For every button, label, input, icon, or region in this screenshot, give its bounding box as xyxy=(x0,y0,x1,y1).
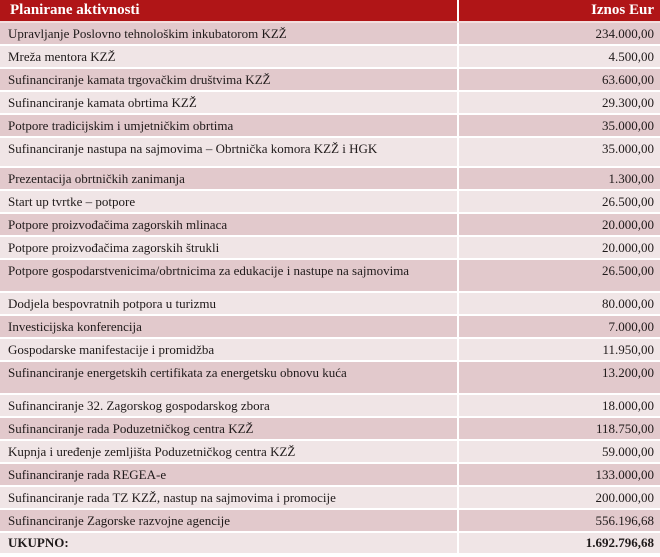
table-row xyxy=(0,394,660,417)
amount-cell: 7.000,00 xyxy=(458,315,660,338)
table-row xyxy=(0,213,660,236)
amount-cell: 80.000,00 xyxy=(458,292,660,315)
amount-cell: 13.200,00 xyxy=(458,361,660,394)
amount-cell: 133.000,00 xyxy=(458,463,660,486)
amount-cell: 18.000,00 xyxy=(458,394,660,417)
activity-cell: Sufinanciranje rada Poduzetničkog centra KZŽ xyxy=(0,417,458,440)
activity-cell: Start up tvrtke – potpore xyxy=(0,190,458,213)
activity-cell: Potpore proizvođačima zagorskih mlinaca xyxy=(0,213,458,236)
table-row xyxy=(0,137,660,167)
table-row xyxy=(0,463,660,486)
activity-cell: Dodjela bespovratnih potpora u turizmu xyxy=(0,292,458,315)
amount-cell: 118.750,00 xyxy=(458,417,660,440)
amount-cell: 234.000,00 xyxy=(458,22,660,45)
activity-cell: Sufinanciranje energetskih certifikata za energetsku obnovu kuća xyxy=(0,361,458,394)
activity-cell: Potpore proizvođačima zagorskih štrukli xyxy=(0,236,458,259)
header-row xyxy=(0,0,660,22)
activity-cell: Mreža mentora KZŽ xyxy=(0,45,458,68)
table-row xyxy=(0,91,660,114)
table-row xyxy=(0,259,660,292)
table-row xyxy=(0,440,660,463)
amount-cell: 200.000,00 xyxy=(458,486,660,509)
activity-cell: Potpore gospodarstvenicima/obrtnicima za edukacije i nastupe na sajmovima xyxy=(0,259,458,292)
activity-cell: Sufinanciranje rada REGEA-e xyxy=(0,463,458,486)
table-row xyxy=(0,509,660,532)
activity-cell: Gospodarske manifestacije i promidžba xyxy=(0,338,458,361)
activity-cell: Sufinanciranje nastupa na sajmovima – Obrtnička komora KZŽ i HGK xyxy=(0,137,458,167)
amount-cell: 4.500,00 xyxy=(458,45,660,68)
table-row xyxy=(0,338,660,361)
header-amount: Iznos Eur xyxy=(458,0,660,22)
activity-cell: Kupnja i uređenje zemljišta Poduzetničkog centra KZŽ xyxy=(0,440,458,463)
table-row xyxy=(0,361,660,394)
amount-cell: 29.300,00 xyxy=(458,91,660,114)
activity-cell: Upravljanje Poslovno tehnološkim inkubatorom KZŽ xyxy=(0,22,458,45)
table-row xyxy=(0,22,660,45)
activity-cell: Sufinanciranje kamata trgovačkim društvima KZŽ xyxy=(0,68,458,91)
amount-cell: 63.600,00 xyxy=(458,68,660,91)
activity-cell: Sufinanciranje Zagorske razvojne agencije xyxy=(0,509,458,532)
header-activity: Planirane aktivnosti xyxy=(0,0,458,22)
amount-cell: 35.000,00 xyxy=(458,114,660,137)
activity-cell: Sufinanciranje kamata obrtima KZŽ xyxy=(0,91,458,114)
amount-cell: 35.000,00 xyxy=(458,137,660,167)
amount-cell: 26.500,00 xyxy=(458,190,660,213)
table-row xyxy=(0,114,660,137)
amount-cell: 556.196,68 xyxy=(458,509,660,532)
amount-cell: 59.000,00 xyxy=(458,440,660,463)
amount-cell: 20.000,00 xyxy=(458,236,660,259)
activity-cell: Investicijska konferencija xyxy=(0,315,458,338)
amount-cell: 20.000,00 xyxy=(458,213,660,236)
table-row xyxy=(0,236,660,259)
activity-cell: Potpore tradicijskim i umjetničkim obrtima xyxy=(0,114,458,137)
activity-cell: Sufinanciranje rada TZ KZŽ, nastup na sajmovima i promocije xyxy=(0,486,458,509)
total-label: UKUPNO: xyxy=(0,532,458,553)
table-row xyxy=(0,292,660,315)
activity-cell: Sufinanciranje 32. Zagorskog gospodarskog zbora xyxy=(0,394,458,417)
table-row xyxy=(0,167,660,190)
amount-cell: 11.950,00 xyxy=(458,338,660,361)
total-amount: 1.692.796,68 xyxy=(458,532,660,553)
table-row xyxy=(0,417,660,440)
table-row xyxy=(0,45,660,68)
table-row xyxy=(0,68,660,91)
table-row xyxy=(0,486,660,509)
amount-cell: 1.300,00 xyxy=(458,167,660,190)
amount-cell: 26.500,00 xyxy=(458,259,660,292)
total-row xyxy=(0,532,660,553)
table-row xyxy=(0,190,660,213)
table-row xyxy=(0,315,660,338)
activity-cell: Prezentacija obrtničkih zanimanja xyxy=(0,167,458,190)
